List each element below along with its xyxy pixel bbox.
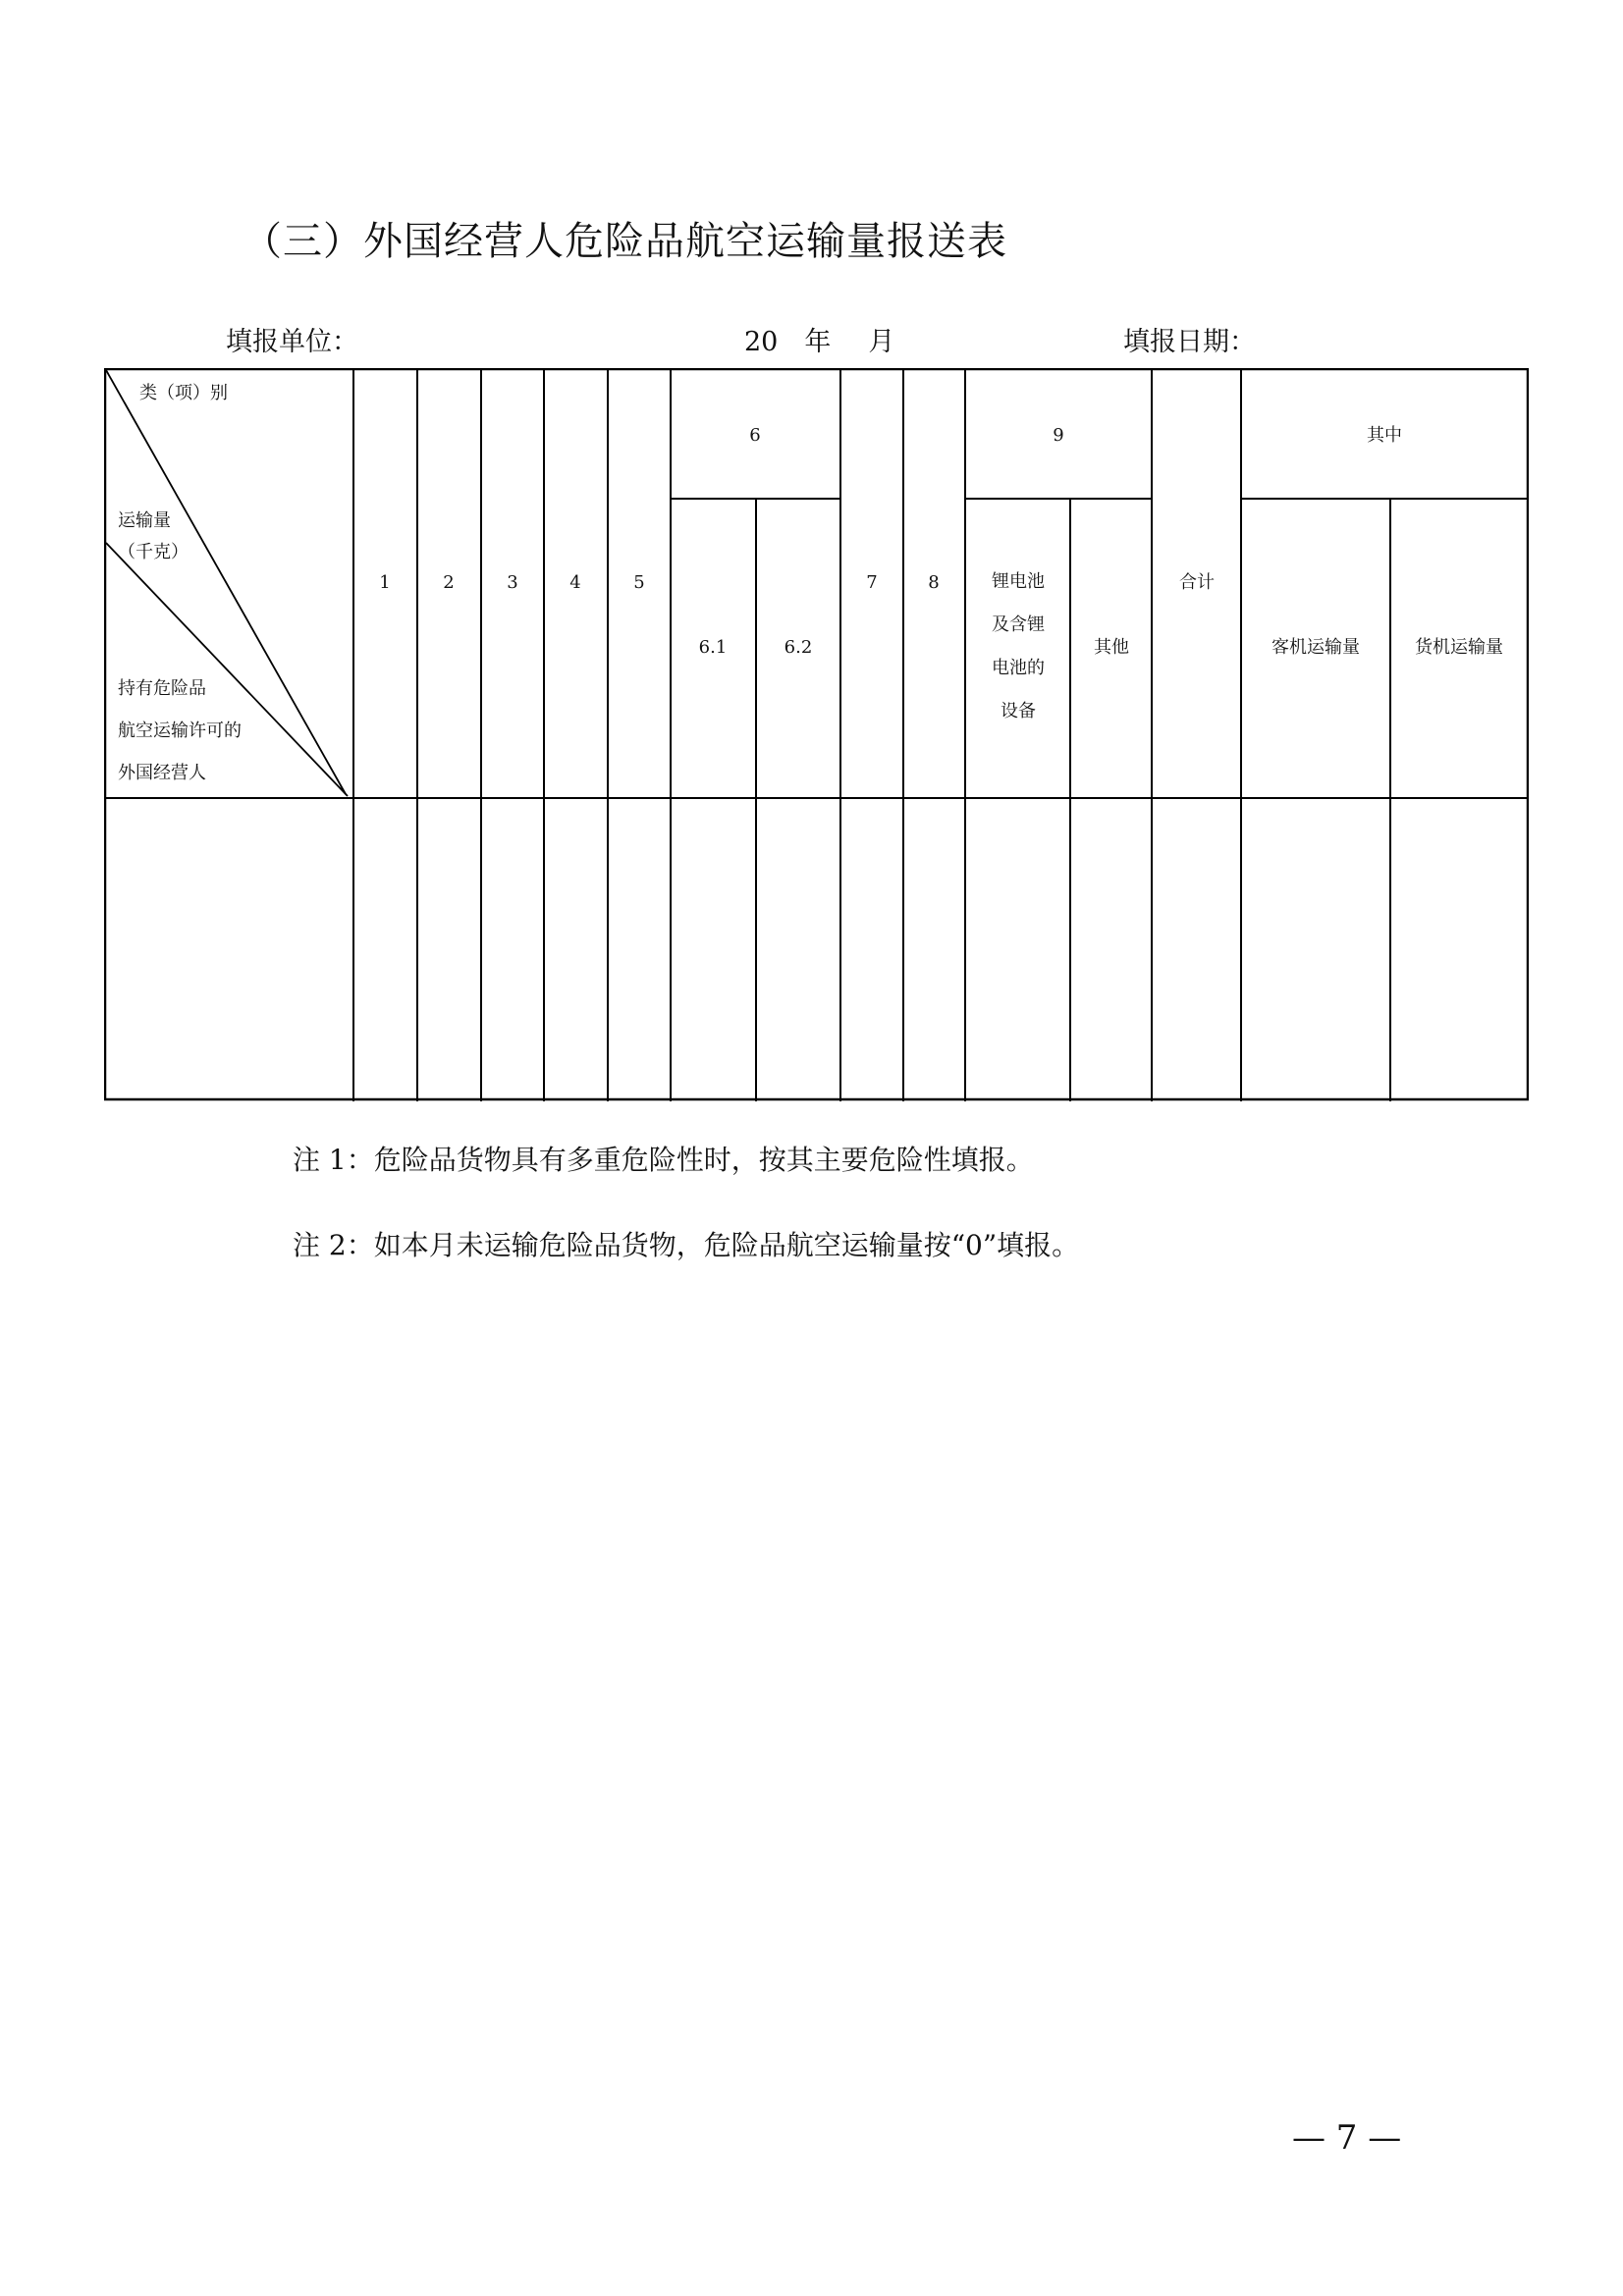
note-1: 注 1：危险品货物具有多重危险性时，按其主要危险性填报。: [293, 1144, 1034, 1176]
note-2: 注 2：如本月未运输危险品货物，危险品航空运输量按“0”填报。: [293, 1229, 1080, 1261]
class-5-header: 5: [633, 572, 645, 594]
operator-corner-label-1: 持有危险品: [118, 678, 206, 699]
class-4-header: 4: [569, 572, 581, 594]
reporting-unit-label: 填报单位：: [226, 327, 358, 357]
class-6-1-header: 6.1: [698, 637, 728, 659]
cargo-volume-header: 货机运输量: [1415, 637, 1503, 659]
class-7-header: 7: [866, 572, 878, 594]
of-which-group-header: 其中: [1367, 425, 1402, 447]
report-table: [104, 368, 1529, 1101]
volume-unit-label: （千克）: [118, 542, 189, 562]
table-grid-lines: [104, 368, 1529, 1101]
passenger-volume-header: 客机运输量: [1271, 637, 1360, 659]
page-number: — 7 —: [1292, 2118, 1402, 2158]
class-3-header: 3: [507, 572, 518, 594]
reporting-date-label: 填报日期：: [1123, 327, 1256, 357]
total-header: 合计: [1179, 572, 1215, 594]
operator-corner-label-2: 航空运输许可的: [118, 721, 242, 741]
class-8-header: 8: [928, 572, 940, 594]
class-1-header: 1: [379, 572, 391, 594]
page-title: （三）外国经营人危险品航空运输量报送表: [243, 219, 1007, 264]
operator-corner-label-3: 外国经营人: [118, 763, 206, 783]
lithium-battery-header: 锂电池 及含锂 电池的 设备: [992, 571, 1045, 721]
month-label: 月: [868, 327, 895, 357]
volume-corner-label: 运输量: [118, 510, 171, 531]
class-2-header: 2: [443, 572, 455, 594]
class-9-group-header: 9: [1053, 425, 1064, 447]
class-6-group-header: 6: [749, 425, 761, 447]
year-label: 20 年: [744, 327, 832, 357]
class-6-2-header: 6.2: [784, 637, 813, 659]
class-9-other-header: 其他: [1094, 637, 1129, 659]
reporting-period: [744, 320, 932, 358]
category-corner-label: 类（项）别: [139, 383, 228, 403]
